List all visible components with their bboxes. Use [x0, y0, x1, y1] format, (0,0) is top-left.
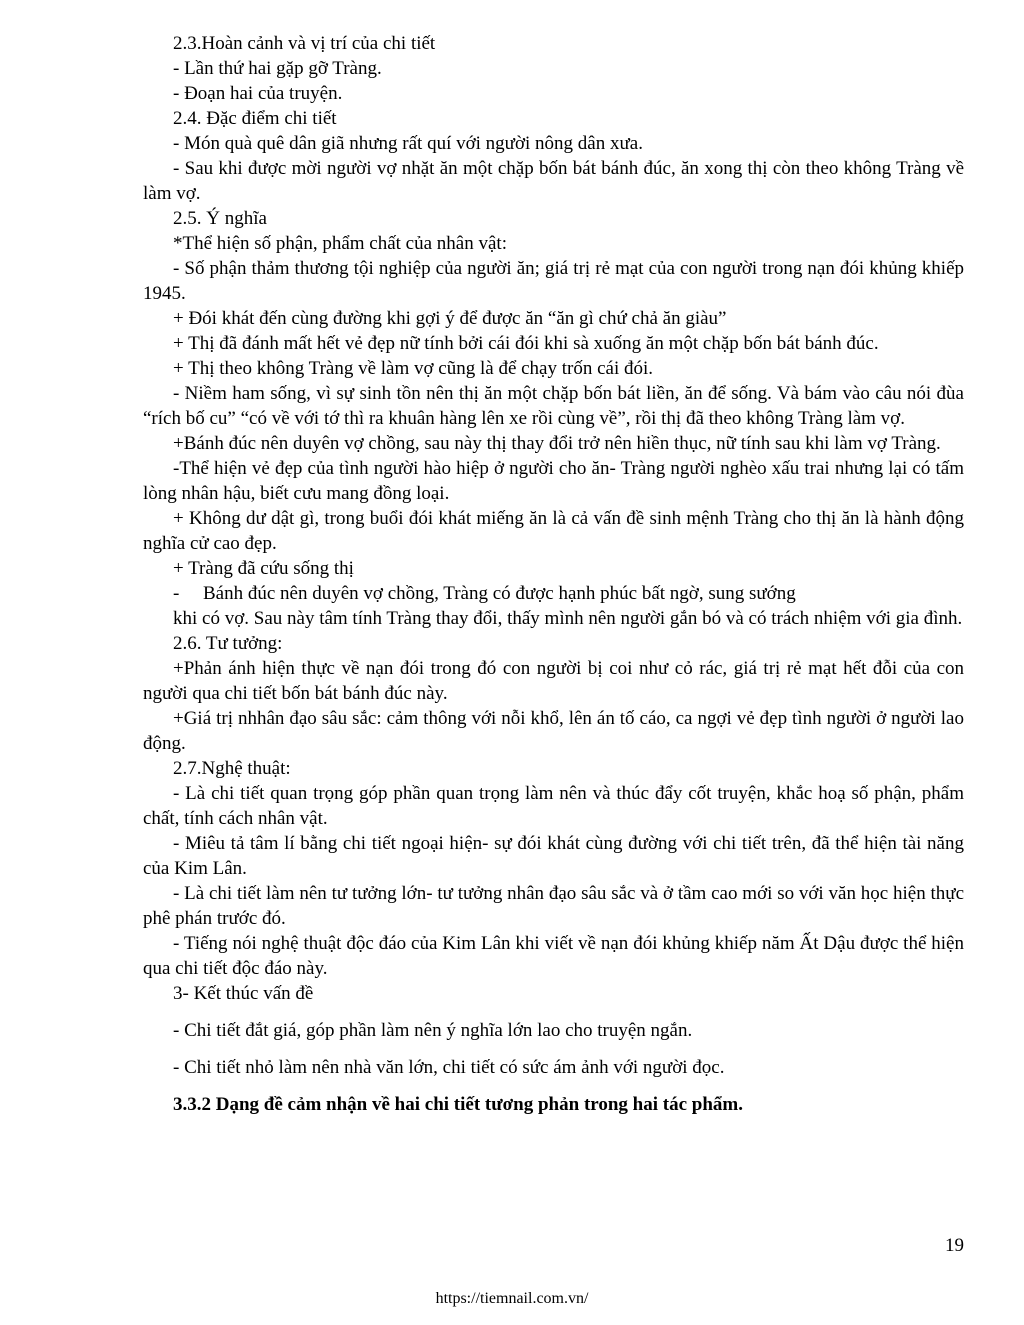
text-line: khi có vợ. Sau này tâm tính Tràng thay đổi, thấy mình nên người gắn bó và có trách nhiệm với gia đình. — [173, 608, 963, 629]
text-line: +Giá trị nhhân đạo sâu sắc: cảm thông với nỗi khổ, lên án tố cáo, ca ngợi vẻ đẹp tình người ở người lao động. — [143, 708, 964, 754]
text-line: - Sau khi được mời người vợ nhặt ăn một chặp bốn bát bánh đúc, ăn xong thị còn theo không Tràng về làm vợ. — [143, 158, 964, 204]
text-line — [143, 581, 964, 606]
text-line: - Món quà quê dân giã nhưng rất quí với người nông dân xưa. — [173, 133, 643, 154]
section-heading: 3.3.2 Dạng đề cảm nhận về hai chi tiết tương phản trong hai tác phẩm. — [173, 1094, 743, 1115]
text-line: - Tiếng nói nghệ thuật độc đáo của Kim Lân khi viết về nạn đói khủng khiếp năm Ất Dậu được thể hiện qua chi tiết độc đáo này. — [143, 933, 964, 979]
text-line: *Thể hiện số phận, phẩm chất của nhân vật: — [173, 233, 507, 254]
text-line: 2.7.Nghệ thuật: — [173, 758, 291, 779]
list-marker: - — [173, 583, 180, 604]
text-line: +Bánh đúc nên duyên vợ chồng, sau này thị thay đổi trở nên hiền thục, nữ tính sau khi làm vợ Tràng. — [173, 433, 941, 454]
text-line: - Chi tiết đắt giá, góp phần làm nên ý nghĩa lớn lao cho truyện ngắn. — [173, 1020, 693, 1041]
page-number: 19 — [945, 1235, 964, 1256]
text-line: +Phản ánh hiện thực về nạn đói trong đó con người bị coi như cỏ rác, giá trị rẻ mạt hết đỗi của con người qua chi tiết bốn bát bánh đúc này. — [143, 658, 964, 704]
text-line: 2.3.Hoàn cảnh và vị trí của chi tiết — [173, 33, 436, 54]
text-line: 2.6. Tư tưởng: — [173, 633, 283, 654]
list-item-text: Bánh đúc nên duyên vợ chồng, Tràng có được hạnh phúc bất ngờ, sung sướng — [203, 583, 796, 604]
text-line: - Lần thứ hai gặp gỡ Tràng. — [173, 58, 382, 79]
text-line: + Đói khát đến cùng đường khi gợi ý để được ăn “ăn gì chứ chả ăn giàu” — [173, 308, 727, 329]
text-line: 2.5. Ý nghĩa — [173, 208, 267, 229]
text-line: + Tràng đã cứu sống thị — [173, 558, 354, 579]
text-line: + Thị theo không Tràng về làm vợ cũng là để chạy trốn cái đói. — [173, 358, 654, 379]
document-body — [143, 31, 964, 1117]
text-line: - Đoạn hai của truyện. — [173, 83, 343, 104]
text-line: - Miêu tả tâm lí bằng chi tiết ngoại hiện- sự đói khát cùng đường với chi tiết trên, đã thể hiện tài năng của Kim Lân. — [143, 833, 964, 879]
text-line: - Niềm ham sống, vì sự sinh tồn nên thị ăn một chặp bốn bát liền, ăn để sống. Và bám vào câu nói đùa “rích bố cu” “có về với tớ thì ra khuân hàng lên xe rồi cùng về”, rồi thị đã theo không Tràng làm vợ. — [143, 383, 964, 429]
text-line: - Là chi tiết quan trọng góp phần quan trọng làm nên và thúc đẩy cốt truyện, khắc hoạ số phận, phẩm chất, tính cách nhân vật. — [143, 783, 964, 829]
footer-url[interactable]: https://tiemnail.com.vn/ — [435, 1290, 589, 1307]
text-line: 3- Kết thúc vấn đề — [173, 983, 314, 1004]
text-line: + Thị đã đánh mất hết vẻ đẹp nữ tính bởi cái đói khi sà xuống ăn một chặp bốn bát bánh đúc. — [173, 333, 879, 354]
text-line: 2.4. Đặc điểm chi tiết — [173, 108, 337, 129]
text-line: -Thể hiện vẻ đẹp của tình người hào hiệp ở người cho ăn- Tràng người nghèo xấu trai nhưng lại có tấm lòng nhân hậu, biết cưu mang đồng loại. — [143, 458, 964, 504]
text-line: - Số phận thảm thương tội nghiệp của người ăn; giá trị rẻ mạt của con người trong nạn đói khủng khiếp 1945. — [143, 258, 964, 304]
text-line: - Là chi tiết làm nên tư tưởng lớn- tư tưởng nhân đạo sâu sắc và ở tầm cao mới so với văn học hiện thực phê phán trước đó. — [143, 883, 964, 929]
text-line: - Chi tiết nhỏ làm nên nhà văn lớn, chi tiết có sức ám ảnh với người đọc. — [173, 1057, 725, 1078]
text-line: + Không dư dật gì, trong buổi đói khát miếng ăn là cả vấn đề sinh mệnh Tràng cho thị ăn là hành động nghĩa cử cao đẹp. — [143, 508, 964, 554]
